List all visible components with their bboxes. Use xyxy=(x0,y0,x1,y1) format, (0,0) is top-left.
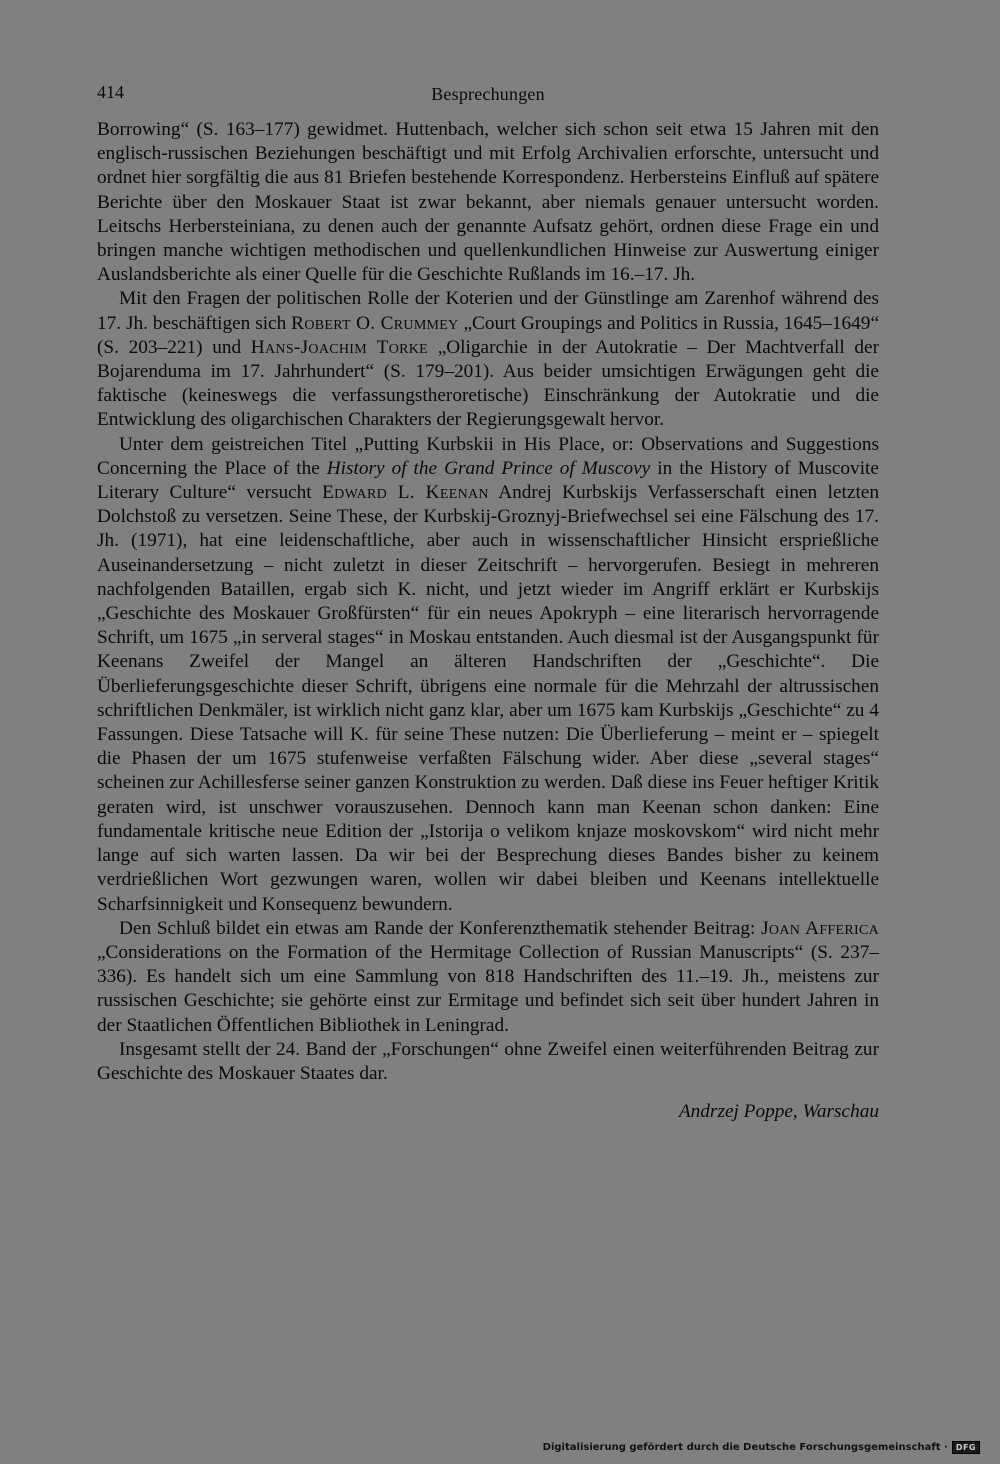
author-name: Edward L. Keenan xyxy=(322,482,489,504)
author-name: Hans-Joachim Torke xyxy=(250,336,429,358)
paragraph-3: Unter dem geistreichen Titel „Putting Kurbskii in His Place, or: Observations and Suggestions Concerning the Place of the History of the Grand Prince of Muscovy in the History of Muscovite Literary Culture“ versucht Edward L. Keenan Andrej Kurbskijs Verfasserschaft einen letzten Dolchstoß zu versetzen. Seine These, der Kurbskij-Groznyj-Briefwechsel sei eine Fälschung des 17. Jh. (1971), hat eine leidenschaftliche, aber auch in wissenschaftlicher Hinsicht ersprießliche Auseinandersetzung – nicht zuletzt in dieser Zeitschrift – hervorgerufen. Besiegt in mehreren nachfolgenden Bataillen, ergab sich K. nicht, und jetzt wieder im Angriff erklärt er Kurbskijs „Geschichte des Moskauer Großfürsten“ für ein neues Apokryph – eine literarisch hervorragende Schrift, um 1675 „in serveral stages“ in Moskau entstanden. Auch diesmal ist der Ausgangspunkt für Keenans Zweifel der Mangel an älteren Handschriften der „Geschichte“. Die Überlieferungsgeschichte dieser Schrift, übrigens eine normale für die Mehrzahl der altrussischen schriftlichen Denkmäler, ist wirklich nicht ganz klar, aber um 1675 kam Kurbskijs „Geschichte“ zu 4 Fassungen. Diese Tatsache will K. für seine These nutzen: Die Überlieferung – meint er – spiegelt die Phasen der um 1675 stufenweise verfaßten Fälschung wider. Aber diese „several stages“ scheinen zur Achillesferse seiner ganzen Konstruktion zu werden. Daß diese ins Feuer heftiger Kritik geraten wird, ist unschwer vorauszusehen. Dennoch kann man Keenan schon danken: Eine fundamentale kritische neue Edition der „Istorija o velikom knjaze moskovskom“ wird nicht mehr lange auf sich warten lassen. Da wir bei der Besprechung dieses Bandes bisher zu keinem verdrießlichen Wort gezwungen waren, wollen wir dabei bleiben und Keenans intellektuelle Scharfsinnigkeit und Konsequenz bewundern. xyxy=(97,433,879,915)
journal-page xyxy=(97,78,879,1124)
digitization-credit: Digitalisierung gefördert durch die Deutsche Forschungsgemeinschaft · xyxy=(542,1442,948,1453)
digitization-footer xyxy=(543,1441,980,1454)
paragraph-2: Mit den Fragen der politischen Rolle der Koterien und der Günstlinge am Zarenhof während des 17. Jh. beschäftigen sich Robert O. Crummey „Court Groupings and Politics in Russia, 1645–1649“ (S. 203–221) und Hans-Joachim Torke „Oligarchie in der Autokratie – Der Machtverfall der Bojarenduma im 17. Jahrhundert“ (S. 179–201). Aus beider umsichtigen Erwägungen geht die faktische (keineswegs die verfassungstheroretische) Einschränkung der Autokratie und die Entwicklung des oligarchischen Charakters der Regierungsgewalt hervor. xyxy=(97,288,880,431)
paragraph-5: Insgesamt stellt der 24. Band der „Forschungen“ ohne Zweifel einen weiterführenden Beitrag zur Geschichte des Moskauer Staates dar. xyxy=(97,1038,879,1084)
paragraph-4: Den Schluß bildet ein etwas am Rande der Konferenzthematik stehender Beitrag: Joan Afferica „Considerations on the Formation of the Hermitage Collection of Russian Manuscripts“ (S. 237–336). Es handelt sich um eine Sammlung von 818 Handschriften des 11.–19. Jh., meistens zur russischen Geschichte; sie gehörte einst zur Ermitage und befindet sich seit über hundert Jahren in der Staatlichen Öffentlichen Bibliothek in Leningrad. xyxy=(97,917,879,1036)
paragraph-1: Borrowing“ (S. 163–177) gewidmet. Huttenbach, welcher sich schon seit etwa 15 Jahren mit den englisch-russischen Beziehungen beschäftigt und mit Erfolg Archivalien erforschte, untersucht und ordnet hier sorgfältig die aus 81 Briefen bestehende Korrespondenz. Herbersteins Einfluß auf spätere Berichte über den Moskauer Staat ist zwar bekannt, aber niemals genauer untersucht worden. Leitschs Herbersteiniana, zu denen auch der genannte Aufsatz gehört, ordnen diese Frage ein und bringen manche wichtigen methodischen und quellenkundlichen Hinweise zur Auswertung einiger Auslandsberichte als einer Quelle für die Geschichte Rußlands im 16.–17. Jh. xyxy=(97,119,879,286)
author-name: Robert O. Crummey xyxy=(291,312,459,334)
author-name: Joan Afferica xyxy=(761,917,879,939)
reviewer-signature: Andrzej Poppe, Warschau xyxy=(678,1101,879,1123)
page-header xyxy=(97,78,879,118)
page-number: 414 xyxy=(97,82,124,102)
dfg-logo: DFG xyxy=(952,1441,980,1454)
review-body xyxy=(97,118,879,1086)
running-head: Besprechungen xyxy=(431,84,545,104)
book-title: History of the Grand Prince of Muscovy xyxy=(326,457,651,479)
